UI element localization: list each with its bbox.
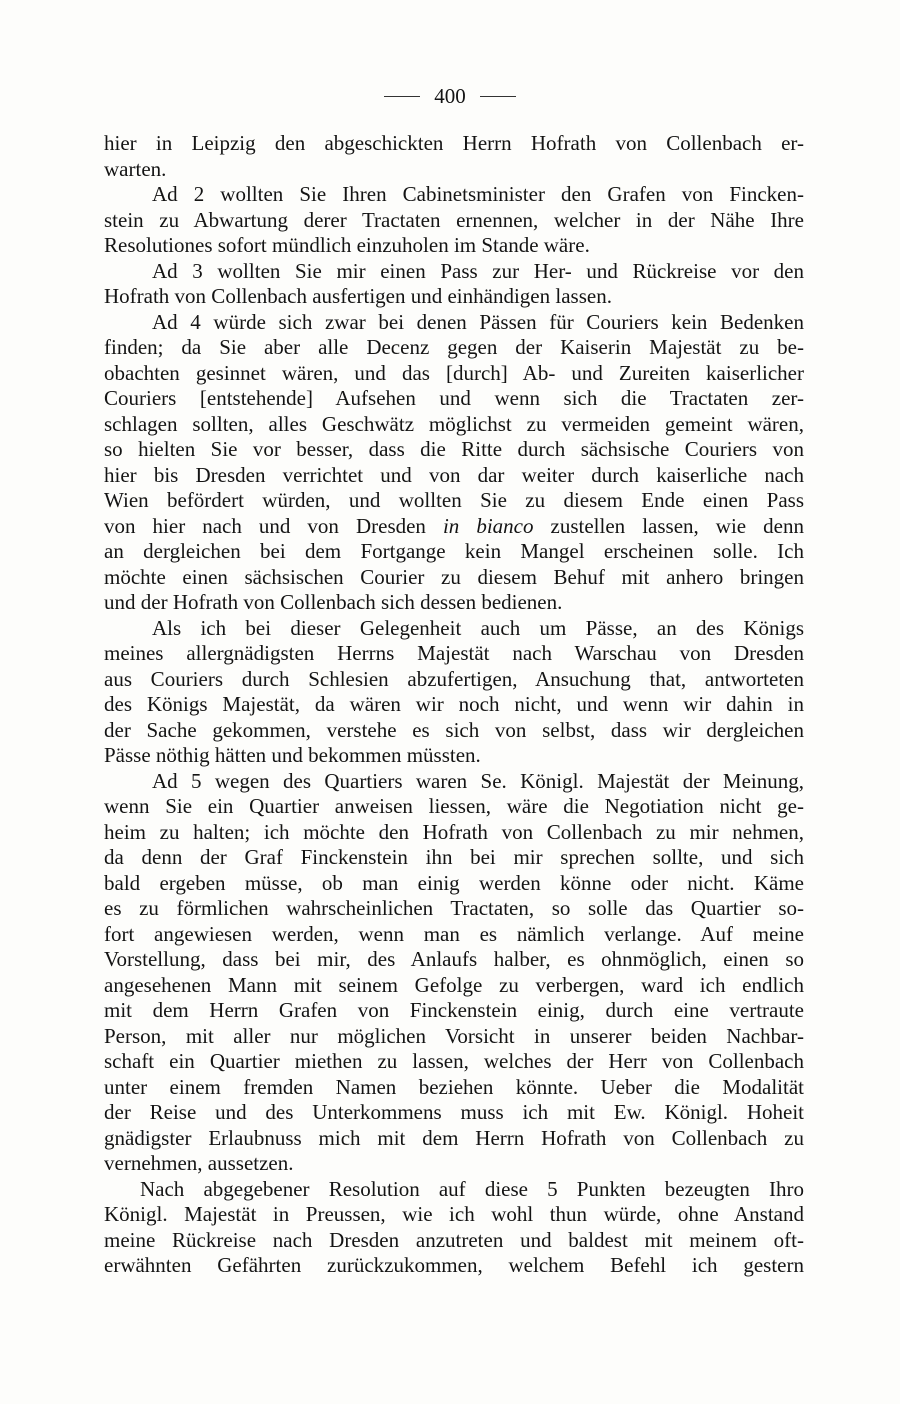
text-line: Pässe nöthig hätten und bekommen müssten.: [104, 743, 481, 767]
italic-phrase: in bianco: [442, 513, 534, 538]
text-line: Resolutiones sofort mündlich einzuholen im Stande wäre.: [104, 233, 590, 257]
text-line: finden; da Sie aber alle Decenz gegen der Kaiserin Majestät zu be-: [104, 335, 804, 359]
text-line: von hier nach und von Dresden in bianco zustellen lassen, wie denn: [104, 513, 804, 538]
text-line: Ad 4 würde sich zwar bei denen Pässen für Couriers kein Bedenken: [152, 309, 804, 334]
text-line: und der Hofrath von Collenbach sich dessen bedienen.: [104, 590, 563, 614]
text-line: aus Couriers durch Schlesien abzufertigen, Ansuchung that, antworteten: [104, 666, 804, 691]
text-line: der Reise und des Unterkommens muss ich mit Ew. Königl. Hoheit: [104, 1100, 804, 1124]
text-line: Person, mit aller nur möglichen Vorsicht in unserer beiden Nachbar-: [104, 1023, 804, 1048]
text-line: Königl. Majestät in Preussen, wie ich wohl thun würde, ohne Anstand: [104, 1202, 804, 1226]
text-line: meine Rückreise nach Dresden anzutreten und baldest mit meinem oft-: [104, 1227, 804, 1252]
header-rule-right: [480, 96, 516, 97]
text-line: meines allergnädigsten Herrns Majestät nach Warschau von Dresden: [104, 641, 804, 665]
text-line: hier bis Dresden verrichtet und von dar weiter durch kaiserliche nach: [104, 462, 804, 487]
text-line: Ad 5 wegen des Quartiers waren Se. Königl. Majestät der Meinung,: [152, 768, 804, 793]
text-line: Hofrath von Collenbach ausfertigen und einhändigen lassen.: [104, 284, 612, 308]
text-line: Vorstellung, dass bei mir, des Anlaufs halber, es ohnmöglich, einen so: [104, 947, 804, 971]
text-line: es zu förmlichen wahrscheinlichen Tractaten, so solle das Quartier so-: [104, 896, 804, 920]
text-line: hier in Leipzig den abgeschickten Herrn Hofrath von Collenbach er-: [104, 131, 804, 155]
text-line: angesehenen Mann mit seinem Gefolge zu verbergen, ward ich endlich: [104, 972, 804, 997]
text-line: gnädigster Erlaubnuss mich mit dem Herrn Hofrath von Collenbach zu: [104, 1125, 804, 1150]
text-line: Nach abgegebener Resolution auf diese 5 Punkten bezeugten Ihro: [140, 1176, 804, 1201]
text-line: vernehmen, aussetzen.: [104, 1151, 294, 1175]
page-header: [0, 84, 900, 109]
body-text: [104, 131, 804, 1279]
text-line: schlagen sollten, alles Geschwätz möglichst zu vermeiden gemeint wären,: [104, 411, 804, 436]
text-line: wenn Sie ein Quartier anweisen liessen, wäre die Negotiation nicht ge-: [104, 794, 804, 818]
text-line: obachten gesinnet wären, und das [durch] Ab- und Zureiten kaiserlicher: [104, 360, 804, 385]
text-line: heim zu halten; ich möchte den Hofrath von Collenbach zu mir nehmen,: [104, 819, 804, 844]
text-line: des Königs Majestät, da wären wir noch nicht, und wenn wir dahin in: [104, 692, 804, 716]
text-line: erwähnten Gefährten zurückzukommen, welchem Befehl ich gestern: [104, 1253, 804, 1277]
text-line: da denn der Graf Finckenstein ihn bei mir sprechen sollte, und sich: [104, 845, 804, 869]
text-line: möchte einen sächsischen Courier zu diesem Behuf mit anhero bringen: [104, 564, 804, 589]
text-line: schaft ein Quartier miethen zu lassen, welches der Herr von Collenbach: [104, 1049, 804, 1073]
header-rule-left: [384, 96, 420, 97]
text-line: Als ich bei dieser Gelegenheit auch um Pässe, an des Königs: [152, 615, 804, 640]
text-line: Ad 2 wollten Sie Ihren Cabinetsminister den Grafen von Fincken-: [152, 182, 804, 206]
text-line: warten.: [104, 156, 167, 181]
text-line: mit dem Herrn Grafen von Finckenstein einig, durch eine vertraute: [104, 998, 804, 1022]
text-line: so hielten Sie vor besser, dass die Ritte durch sächsische Couriers von: [104, 437, 804, 461]
text-line: Ad 3 wollten Sie mir einen Pass zur Her- und Rückreise vor den: [152, 258, 804, 283]
text-line: Wien befördert würden, und wollten Sie zu diesem Ende einen Pass: [104, 488, 804, 512]
text-line: bald ergeben müsse, ob man einig werden könne oder nicht. Käme: [104, 870, 804, 895]
text-line: stein zu Abwartung derer Tractaten ernennen, welcher in der Nähe Ihre: [104, 207, 804, 232]
text-line: der Sache gekommen, verstehe es sich von selbst, dass wir dergleichen: [104, 717, 804, 742]
page-number: 400: [434, 84, 466, 108]
text-line: fort angewiesen werden, wenn man es nämlich verlange. Auf meine: [104, 921, 804, 946]
text-line: an dergleichen bei dem Fortgange kein Mangel erscheinen solle. Ich: [104, 539, 804, 563]
text-line: unter einem fremden Namen beziehen könnte. Ueber die Modalität: [104, 1074, 804, 1099]
text-line: Couriers [entstehende] Aufsehen und wenn sich die Tractaten zer-: [104, 386, 804, 410]
